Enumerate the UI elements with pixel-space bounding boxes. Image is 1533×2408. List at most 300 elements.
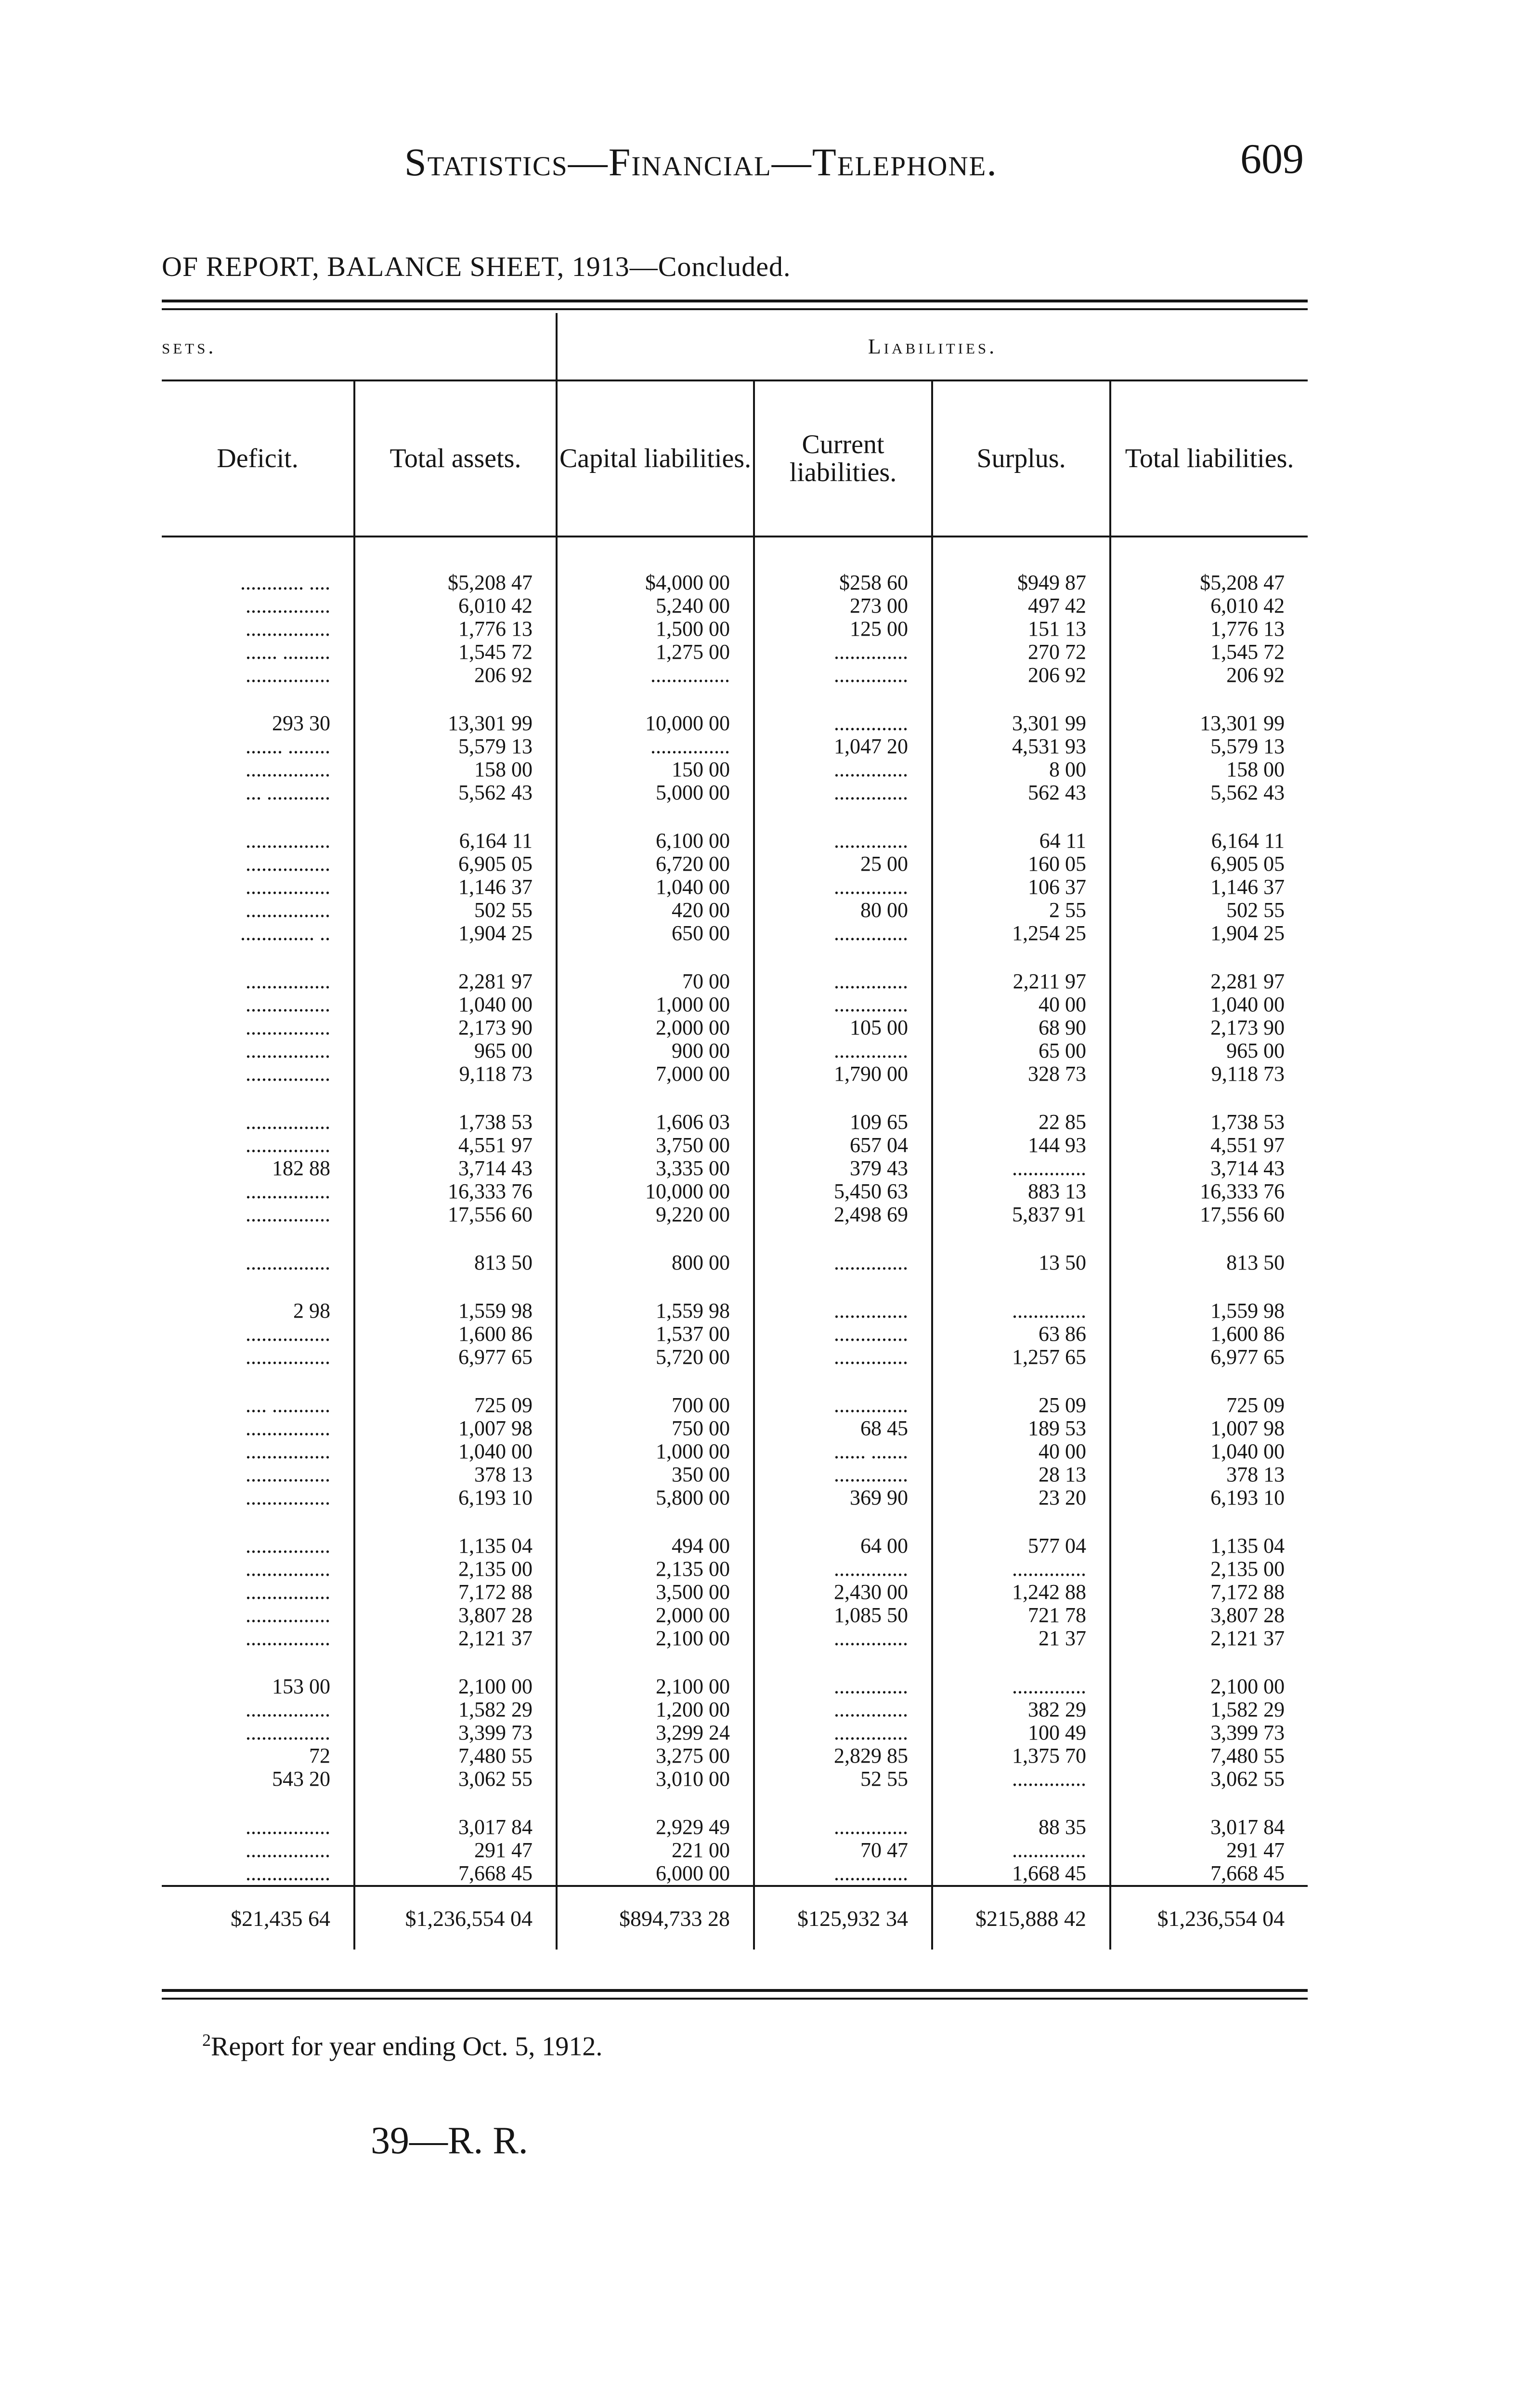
cell-deficit: ................ [246, 829, 330, 852]
total-current-liabilities: $125,932 34 [754, 1886, 932, 1950]
table-row [162, 1486, 1308, 1509]
column-header-capital-liabilities: Capital liabilities. [557, 380, 754, 537]
cell-surplus: 64 11 [932, 829, 1110, 852]
table-row [162, 1767, 1308, 1791]
cell-deficit: ................ [246, 852, 330, 876]
cell-current-liabilities: .............. [754, 1299, 932, 1322]
cell-deficit: ................ [246, 1463, 330, 1486]
cell-capital-liabilities: 3,275 00 [557, 1744, 754, 1767]
cell-current-liabilities: 70 47 [754, 1839, 932, 1862]
cell-capital-liabilities: 700 00 [557, 1394, 754, 1417]
cell-total-liabilities: 7,172 88 [1110, 1581, 1308, 1604]
cell-current-liabilities: 2,498 69 [754, 1203, 932, 1226]
cell-current-liabilities: .............. [754, 1322, 932, 1346]
cell-total-liabilities: 16,333 76 [1110, 1180, 1308, 1203]
top-double-rule [162, 300, 1308, 302]
cell-surplus: 4,531 93 [932, 735, 1110, 758]
table-row [162, 1862, 1308, 1886]
table-row [162, 1111, 1308, 1134]
table-row [162, 781, 1308, 804]
cell-total-liabilities: 6,905 05 [1110, 852, 1308, 876]
cell-surplus: 144 93 [932, 1134, 1110, 1157]
cell-current-liabilities: 80 00 [754, 899, 932, 922]
total-total-assets: $1,236,554 04 [354, 1886, 557, 1950]
cell-deficit: ................ [246, 1486, 330, 1509]
cell-surplus: 2 55 [932, 899, 1110, 922]
table-row [162, 1463, 1308, 1486]
cell-surplus: 21 37 [932, 1627, 1110, 1650]
footnote-marker: 2 [202, 2030, 211, 2050]
cell-total-assets: 6,905 05 [354, 852, 557, 876]
cell-surplus: 23 20 [932, 1486, 1110, 1509]
cell-deficit: 2 98 [293, 1299, 330, 1322]
table-row [162, 922, 1308, 945]
cell-current-liabilities: .............. [754, 1862, 932, 1886]
cell-total-liabilities: 17,556 60 [1110, 1203, 1308, 1226]
cell-surplus: 497 42 [932, 594, 1110, 617]
cell-current-liabilities: 5,450 63 [754, 1180, 932, 1203]
cell-capital-liabilities: 1,040 00 [557, 876, 754, 899]
column-header-total-liabilities: Total liabilities. [1110, 380, 1308, 537]
cell-capital-liabilities: 6,100 00 [557, 829, 754, 852]
table-row [162, 1816, 1308, 1839]
cell-total-assets: 158 00 [354, 758, 557, 781]
cell-total-liabilities: 6,164 11 [1110, 829, 1308, 852]
cell-total-assets: 17,556 60 [354, 1203, 557, 1226]
cell-total-assets: 6,193 10 [354, 1486, 557, 1509]
cell-capital-liabilities: 1,559 98 [557, 1299, 754, 1322]
cell-total-liabilities: 3,017 84 [1110, 1816, 1308, 1839]
cell-deficit: ................ [246, 1110, 330, 1134]
table-row [162, 829, 1308, 852]
cell-current-liabilities: ...... ....... [754, 1440, 932, 1463]
cell-total-assets: 378 13 [354, 1463, 557, 1486]
cell-capital-liabilities: 3,010 00 [557, 1767, 754, 1791]
cell-deficit: ................ [246, 1440, 330, 1463]
cell-total-assets: 5,562 43 [354, 781, 557, 804]
cell-capital-liabilities: 1,537 00 [557, 1322, 754, 1346]
cell-capital-liabilities: 3,750 00 [557, 1134, 754, 1157]
cell-deficit: ................ [246, 1815, 330, 1839]
cell-capital-liabilities: 7,000 00 [557, 1062, 754, 1086]
cell-total-liabilities: 6,977 65 [1110, 1346, 1308, 1369]
table-row [162, 1016, 1308, 1039]
cell-capital-liabilities: 900 00 [557, 1039, 754, 1062]
cell-capital-liabilities: 5,800 00 [557, 1486, 754, 1509]
cell-capital-liabilities: 70 00 [557, 970, 754, 993]
cell-current-liabilities: .............. [754, 1627, 932, 1650]
total-total-liabilities: $1,236,554 04 [1110, 1886, 1308, 1950]
cell-deficit: ................ [246, 758, 330, 781]
cell-current-liabilities: 2,829 85 [754, 1744, 932, 1767]
cell-deficit: ............ .... [240, 571, 330, 594]
cell-deficit: ................ [246, 1062, 330, 1086]
cell-surplus: 382 29 [932, 1698, 1110, 1721]
table-row [162, 1180, 1308, 1203]
cell-capital-liabilities: 800 00 [557, 1251, 754, 1274]
table-row [162, 712, 1308, 735]
cell-total-liabilities: 7,668 45 [1110, 1862, 1308, 1886]
cell-total-liabilities: 965 00 [1110, 1039, 1308, 1062]
table-row [162, 617, 1308, 641]
cell-total-liabilities: 1,776 13 [1110, 617, 1308, 641]
cell-current-liabilities: 25 00 [754, 852, 932, 876]
cell-total-assets: 206 92 [354, 664, 557, 687]
cell-surplus: 13 50 [932, 1251, 1110, 1274]
cell-total-assets: 1,146 37 [354, 876, 557, 899]
cell-capital-liabilities: 1,606 03 [557, 1111, 754, 1134]
cell-total-liabilities: 5,579 13 [1110, 735, 1308, 758]
cell-current-liabilities: .............. [754, 641, 932, 664]
group-spacer [162, 1791, 1308, 1816]
table-row [162, 1627, 1308, 1650]
cell-total-liabilities: 7,480 55 [1110, 1744, 1308, 1767]
table-row [162, 1299, 1308, 1322]
cell-capital-liabilities: 350 00 [557, 1463, 754, 1486]
cell-surplus: .............. [932, 1299, 1110, 1322]
cell-capital-liabilities: 10,000 00 [557, 712, 754, 735]
column-header-current-liabilities: Current liabilities. [754, 380, 932, 537]
cell-surplus: 8 00 [932, 758, 1110, 781]
cell-total-assets: 1,582 29 [354, 1698, 557, 1721]
cell-capital-liabilities: 1,500 00 [557, 617, 754, 641]
cell-total-assets: 3,399 73 [354, 1721, 557, 1744]
cell-total-assets: 1,600 86 [354, 1322, 557, 1346]
cell-surplus: 883 13 [932, 1180, 1110, 1203]
cell-current-liabilities: 1,085 50 [754, 1604, 932, 1627]
cell-current-liabilities: .............. [754, 1251, 932, 1274]
footnote [202, 2030, 602, 2062]
table-row [162, 1440, 1308, 1463]
cell-current-liabilities: .............. [754, 758, 932, 781]
cell-total-assets: 2,135 00 [354, 1557, 557, 1581]
cell-total-liabilities: 3,062 55 [1110, 1767, 1308, 1791]
page-number: 609 [1240, 136, 1304, 183]
group-spacer [162, 1509, 1308, 1534]
cell-total-assets: 7,668 45 [354, 1862, 557, 1886]
cell-capital-liabilities: 420 00 [557, 899, 754, 922]
cell-total-liabilities: 2,173 90 [1110, 1016, 1308, 1039]
cell-total-liabilities: 1,135 04 [1110, 1534, 1308, 1557]
table-row [162, 1134, 1308, 1157]
table-row [162, 735, 1308, 758]
group-header-row [162, 313, 1308, 380]
cell-deficit: ................ [246, 1345, 330, 1369]
cell-capital-liabilities: 1,000 00 [557, 993, 754, 1016]
table-row [162, 1203, 1308, 1226]
cell-current-liabilities: .............. [754, 1698, 932, 1721]
cell-total-assets: 1,040 00 [354, 993, 557, 1016]
cell-total-assets: 16,333 76 [354, 1180, 557, 1203]
cell-deficit: ................ [246, 1322, 330, 1346]
cell-total-assets: 7,172 88 [354, 1581, 557, 1604]
cell-surplus: 88 35 [932, 1816, 1110, 1839]
cell-total-assets: 1,040 00 [354, 1440, 557, 1463]
footnote-text: Report for year ending Oct. 5, 1912. [211, 2031, 603, 2062]
cell-capital-liabilities: 5,000 00 [557, 781, 754, 804]
cell-surplus: .............. [932, 1839, 1110, 1862]
cell-total-liabilities: 1,582 29 [1110, 1698, 1308, 1721]
cell-current-liabilities: 52 55 [754, 1767, 932, 1791]
cell-total-assets: 5,579 13 [354, 735, 557, 758]
cell-capital-liabilities: 3,500 00 [557, 1581, 754, 1604]
cell-surplus: .............. [932, 1767, 1110, 1791]
group-spacer [162, 1650, 1308, 1675]
group-spacer [162, 1274, 1308, 1299]
liabilities-group-header: Liabilities. [557, 313, 1308, 380]
cell-surplus: 1,375 70 [932, 1744, 1110, 1767]
cell-total-assets: $5,208 47 [354, 571, 557, 594]
cell-surplus: 22 85 [932, 1111, 1110, 1134]
cell-surplus: 3,301 99 [932, 712, 1110, 735]
group-spacer [162, 1226, 1308, 1251]
cell-surplus: 63 86 [932, 1322, 1110, 1346]
cell-capital-liabilities: 5,720 00 [557, 1346, 754, 1369]
cell-capital-liabilities: 221 00 [557, 1839, 754, 1862]
total-capital-liabilities: $894,733 28 [557, 1886, 754, 1950]
cell-deficit: 182 88 [272, 1156, 330, 1180]
cell-total-liabilities: 4,551 97 [1110, 1134, 1308, 1157]
cell-capital-liabilities: 6,000 00 [557, 1862, 754, 1886]
cell-current-liabilities: 379 43 [754, 1157, 932, 1180]
table-row [162, 1062, 1308, 1086]
cell-total-liabilities: 206 92 [1110, 664, 1308, 687]
cell-total-liabilities: 1,007 98 [1110, 1417, 1308, 1440]
cell-surplus: 160 05 [932, 852, 1110, 876]
cell-current-liabilities: .............. [754, 1816, 932, 1839]
cell-current-liabilities: .............. [754, 1394, 932, 1417]
table-row [162, 1322, 1308, 1346]
cell-capital-liabilities: 2,000 00 [557, 1016, 754, 1039]
cell-total-assets: 2,173 90 [354, 1016, 557, 1039]
cell-capital-liabilities: 1,000 00 [557, 1440, 754, 1463]
cell-capital-liabilities: ............... [557, 664, 754, 687]
group-spacer [162, 804, 1308, 829]
cell-total-assets: 1,135 04 [354, 1534, 557, 1557]
cell-current-liabilities: 105 00 [754, 1016, 932, 1039]
running-head: Statistics—Financial—Telephone. [404, 140, 998, 184]
cell-total-assets: 2,100 00 [354, 1675, 557, 1698]
cell-current-liabilities: .............. [754, 781, 932, 804]
cell-current-liabilities: .............. [754, 1039, 932, 1062]
cell-capital-liabilities: 2,100 00 [557, 1627, 754, 1650]
table-row [162, 1039, 1308, 1062]
cell-total-liabilities: 1,040 00 [1110, 1440, 1308, 1463]
cell-total-liabilities: 3,399 73 [1110, 1721, 1308, 1744]
cell-total-assets: 1,007 98 [354, 1417, 557, 1440]
cell-surplus: 1,242 88 [932, 1581, 1110, 1604]
cell-total-liabilities: $5,208 47 [1110, 571, 1308, 594]
cell-deficit: 72 [309, 1744, 330, 1767]
cell-surplus: 65 00 [932, 1039, 1110, 1062]
table-row [162, 1417, 1308, 1440]
table-row [162, 1675, 1308, 1698]
cell-total-assets: 3,714 43 [354, 1157, 557, 1180]
cell-current-liabilities: 369 90 [754, 1486, 932, 1509]
table-row [162, 1534, 1308, 1557]
cell-capital-liabilities: 494 00 [557, 1534, 754, 1557]
cell-deficit: ................ [246, 1203, 330, 1226]
cell-deficit: ....... ........ [246, 734, 330, 758]
table-row [162, 876, 1308, 899]
group-spacer [162, 945, 1308, 970]
cell-total-assets: 13,301 99 [354, 712, 557, 735]
cell-capital-liabilities: 2,000 00 [557, 1604, 754, 1627]
table-row [162, 1604, 1308, 1627]
cell-deficit: ................ [246, 1603, 330, 1627]
cell-total-liabilities: 725 09 [1110, 1394, 1308, 1417]
assets-group-header: sets. [162, 313, 557, 380]
cell-total-liabilities: 5,562 43 [1110, 781, 1308, 804]
table-row [162, 899, 1308, 922]
cell-capital-liabilities: 2,135 00 [557, 1557, 754, 1581]
cell-total-liabilities: 3,714 43 [1110, 1157, 1308, 1180]
cell-current-liabilities: .............. [754, 664, 932, 687]
cell-current-liabilities: 1,047 20 [754, 735, 932, 758]
cell-surplus: 40 00 [932, 1440, 1110, 1463]
cell-surplus: .............. [932, 1157, 1110, 1180]
cell-current-liabilities: 1,790 00 [754, 1062, 932, 1086]
cell-current-liabilities: 273 00 [754, 594, 932, 617]
cell-surplus: 28 13 [932, 1463, 1110, 1486]
cell-total-liabilities: 1,904 25 [1110, 922, 1308, 945]
cell-total-assets: 3,062 55 [354, 1767, 557, 1791]
cell-capital-liabilities: 9,220 00 [557, 1203, 754, 1226]
cell-total-liabilities: 1,545 72 [1110, 641, 1308, 664]
cell-deficit: ................ [246, 1016, 330, 1039]
group-spacer [162, 1369, 1308, 1394]
cell-deficit: ................ [246, 1861, 330, 1885]
cell-total-assets: 2,121 37 [354, 1627, 557, 1650]
cell-total-assets: 291 47 [354, 1839, 557, 1862]
cell-deficit: ................ [246, 1534, 330, 1557]
cell-surplus: 5,837 91 [932, 1203, 1110, 1226]
totals-row [162, 1886, 1308, 1950]
cell-deficit: 153 00 [272, 1675, 330, 1698]
cell-capital-liabilities: 5,240 00 [557, 594, 754, 617]
cell-deficit: ................ [246, 993, 330, 1016]
cell-current-liabilities: 68 45 [754, 1417, 932, 1440]
cell-current-liabilities: .............. [754, 712, 932, 735]
cell-total-liabilities: 2,135 00 [1110, 1557, 1308, 1581]
total-deficit: $21,435 64 [162, 1886, 354, 1950]
bottom-double-rule-inner [162, 1998, 1308, 2000]
cell-deficit: ................ [246, 1580, 330, 1604]
table-row [162, 758, 1308, 781]
table-row [162, 571, 1308, 594]
cell-deficit: 543 20 [272, 1767, 330, 1791]
table-row [162, 1744, 1308, 1767]
cell-deficit: ................ [246, 617, 330, 641]
cell-deficit: ................ [246, 1626, 330, 1650]
table-row [162, 1394, 1308, 1417]
cell-deficit: ................ [246, 969, 330, 993]
cell-deficit: ................ [246, 1557, 330, 1581]
cell-total-assets: 1,738 53 [354, 1111, 557, 1134]
cell-deficit: ................ [246, 1721, 330, 1744]
cell-surplus: 68 90 [932, 1016, 1110, 1039]
cell-current-liabilities: .............. [754, 970, 932, 993]
cell-surplus: 40 00 [932, 993, 1110, 1016]
cell-total-liabilities: 291 47 [1110, 1839, 1308, 1862]
cell-current-liabilities: .............. [754, 1346, 932, 1369]
cell-surplus: 270 72 [932, 641, 1110, 664]
cell-current-liabilities: 657 04 [754, 1134, 932, 1157]
cell-total-assets: 4,551 97 [354, 1134, 557, 1157]
cell-total-liabilities: 1,738 53 [1110, 1111, 1308, 1134]
cell-deficit: ................ [246, 1838, 330, 1862]
cell-total-liabilities: 6,010 42 [1110, 594, 1308, 617]
cell-total-liabilities: 2,121 37 [1110, 1627, 1308, 1650]
cell-deficit: ................ [246, 875, 330, 899]
cell-capital-liabilities: 1,200 00 [557, 1698, 754, 1721]
cell-capital-liabilities: $4,000 00 [557, 571, 754, 594]
cell-total-assets: 1,545 72 [354, 641, 557, 664]
table-row [162, 1698, 1308, 1721]
cell-deficit: ................ [246, 594, 330, 617]
cell-surplus: 577 04 [932, 1534, 1110, 1557]
table-row [162, 1251, 1308, 1274]
cell-capital-liabilities: ............... [557, 735, 754, 758]
cell-total-assets: 502 55 [354, 899, 557, 922]
cell-deficit: ... ............ [246, 781, 330, 804]
cell-total-assets: 9,118 73 [354, 1062, 557, 1086]
cell-surplus: 562 43 [932, 781, 1110, 804]
cell-surplus: $949 87 [932, 571, 1110, 594]
cell-total-assets: 2,281 97 [354, 970, 557, 993]
table-row [162, 970, 1308, 993]
cell-total-liabilities: 6,193 10 [1110, 1486, 1308, 1509]
cell-capital-liabilities: 2,929 49 [557, 1816, 754, 1839]
cell-total-assets: 6,164 11 [354, 829, 557, 852]
cell-current-liabilities: $258 60 [754, 571, 932, 594]
cell-total-liabilities: 1,040 00 [1110, 993, 1308, 1016]
cell-total-assets: 7,480 55 [354, 1744, 557, 1767]
cell-deficit: ................ [246, 1698, 330, 1721]
cell-deficit: .............. .. [240, 921, 330, 945]
cell-deficit: ................ [246, 1416, 330, 1440]
table-row [162, 852, 1308, 876]
cell-current-liabilities: .............. [754, 993, 932, 1016]
cell-current-liabilities: 109 65 [754, 1111, 932, 1134]
cell-deficit: ................ [246, 1179, 330, 1203]
cell-total-assets: 1,904 25 [354, 922, 557, 945]
cell-capital-liabilities: 3,299 24 [557, 1721, 754, 1744]
cell-current-liabilities: .............. [754, 922, 932, 945]
cell-current-liabilities: .............. [754, 1463, 932, 1486]
cell-deficit: ...... ......... [246, 640, 330, 664]
cell-deficit: .... ........... [246, 1393, 330, 1417]
cell-total-assets: 6,010 42 [354, 594, 557, 617]
cell-current-liabilities: .............. [754, 829, 932, 852]
cell-surplus: 1,668 45 [932, 1862, 1110, 1886]
cell-capital-liabilities: 2,100 00 [557, 1675, 754, 1698]
column-header-total-assets: Total assets. [354, 380, 557, 537]
cell-surplus: 1,254 25 [932, 922, 1110, 945]
cell-total-liabilities: 158 00 [1110, 758, 1308, 781]
cell-surplus: .............. [932, 1675, 1110, 1698]
column-header-deficit: Deficit. [162, 380, 354, 537]
top-double-rule-inner [162, 308, 1308, 310]
cell-total-liabilities: 813 50 [1110, 1251, 1308, 1274]
cell-total-assets: 1,776 13 [354, 617, 557, 641]
cell-total-assets: 3,017 84 [354, 1816, 557, 1839]
cell-total-assets: 3,807 28 [354, 1604, 557, 1627]
cell-capital-liabilities: 3,335 00 [557, 1157, 754, 1180]
header-spacer [162, 537, 1308, 571]
cell-total-liabilities: 13,301 99 [1110, 712, 1308, 735]
cell-capital-liabilities: 650 00 [557, 922, 754, 945]
